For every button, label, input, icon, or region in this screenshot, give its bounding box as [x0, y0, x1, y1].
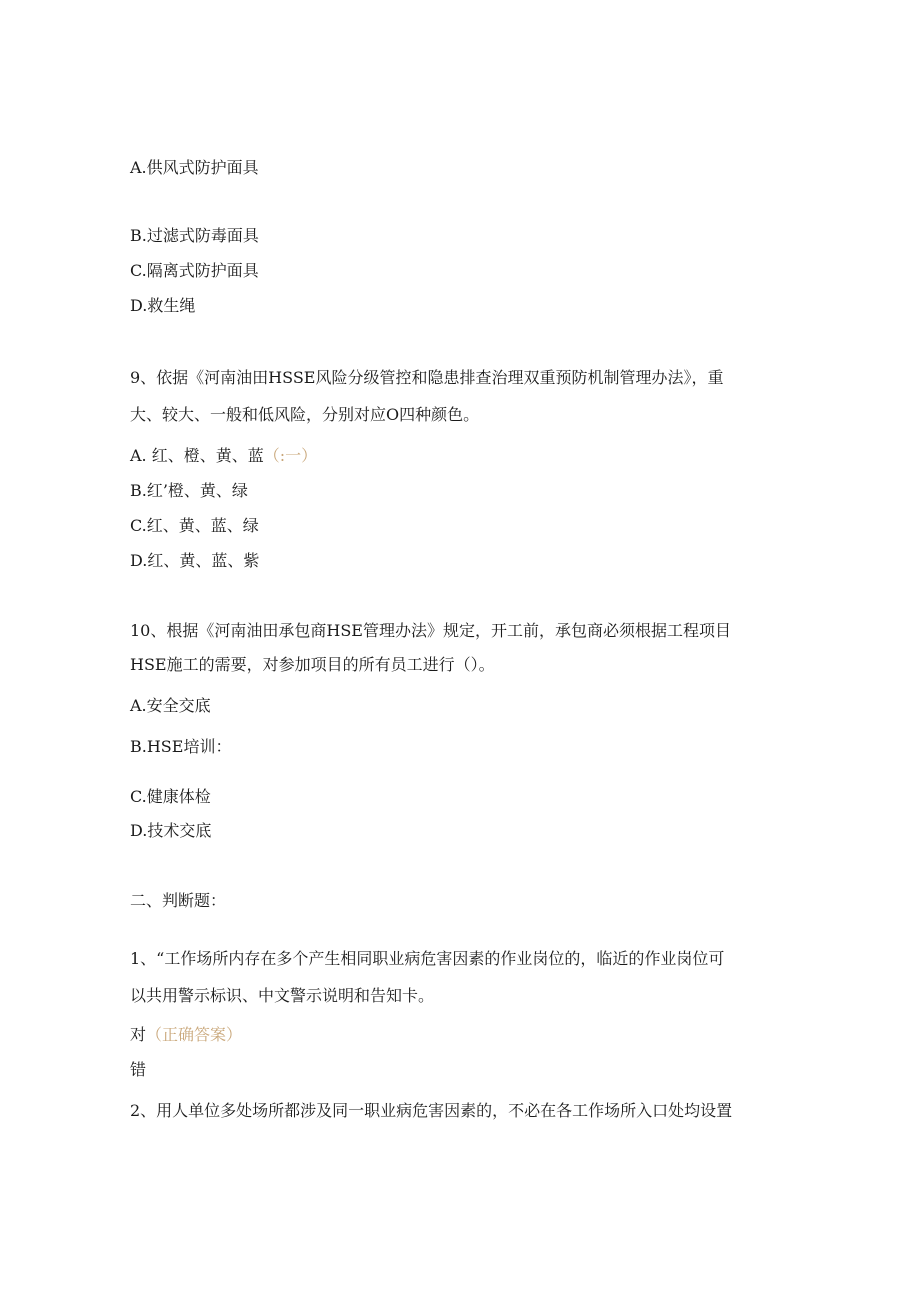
q10-option-c: C.健康体检	[130, 787, 211, 806]
q10-option-b: B.HSE培训：	[130, 737, 232, 756]
j1-option-true-text: 对	[130, 1025, 147, 1044]
q9-option-a-text: A. 红、橙、黄、蓝	[130, 446, 264, 465]
j2-question-line1: 2、用人单位多处场所都涉及同一职业病危害因素的，不必在各工作场所入口处均设置	[130, 1101, 733, 1120]
correct-answer-hint: （正确答案）	[146, 1025, 243, 1044]
q10-question-line2: HSE施工的需要，对参加项目的所有员工进行（）。	[130, 655, 495, 674]
j1-question-line1: 1、“工作场所内存在多个产生相同职业病危害因素的作业岗位的，临近的作业岗位可	[130, 949, 725, 968]
j1-option-false: 错	[130, 1060, 147, 1079]
q9-question-line1: 9、依据《河南油田HSSE风险分级管控和隐患排查治理双重预防机制管理办法》，重	[130, 368, 724, 387]
q10-option-d: D.技术交底	[130, 821, 212, 840]
q9-option-a	[130, 446, 317, 466]
q10-option-a: A.安全交底	[130, 696, 211, 715]
q8-option-d: D.救生绳	[130, 296, 196, 315]
q9-option-d: D.红、黄、蓝、紫	[130, 551, 260, 570]
q8-option-a: A.供风式防护面具	[130, 158, 259, 177]
q9-option-c: C.红、黄、蓝、绿	[130, 516, 259, 535]
j1-question-line2: 以共用警示标识、中文警示说明和告知卡。	[130, 986, 435, 1005]
j1-option-true	[130, 1025, 242, 1045]
q10-question-line1: 10、根据《河南油田承包商HSE管理办法》规定，开工前，承包商必须根据工程项目	[130, 621, 731, 640]
q9-question-line2: 大、较大、一般和低风险，分别对应O四种颜色。	[130, 405, 480, 424]
q8-option-c: C.隔离式防护面具	[130, 261, 259, 280]
section-heading: 二、判断题：	[130, 891, 227, 910]
q8-option-b: B.过滤式防毒面具	[130, 226, 259, 245]
q9-option-b: B.红’橙、黄、绿	[130, 481, 248, 500]
q9-option-a-mark: （:一）	[263, 446, 318, 465]
